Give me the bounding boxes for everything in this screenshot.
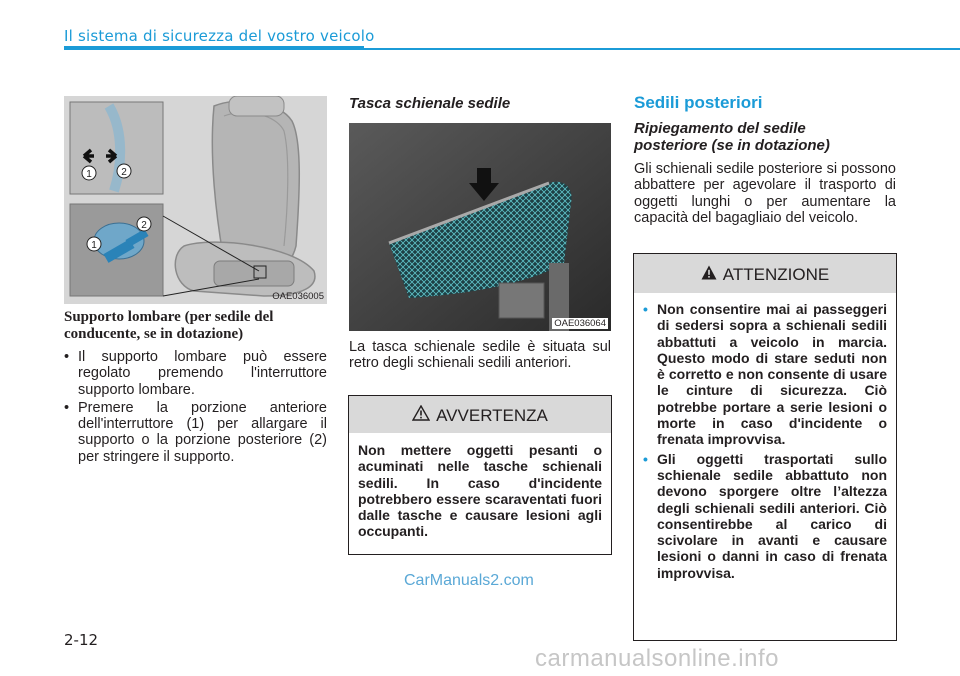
folding-paragraph: Gli schienali sedile posteriore si possono abbattere per agevolare il trasporto di oggetti lunghi o per aumentare la capacità del bagagliaio del veicolo. <box>634 161 896 226</box>
caution-box-header <box>634 254 896 293</box>
list-item: • Il supporto lombare può essere regolato premendo l'interruttore supporto lombare. <box>64 349 327 398</box>
warning-text: Non mettere oggetti pesanti o acuminati nelle tasche schienali sedili. In caso d'incidente potrebbero essere scaraventati fuori dalle tasche e causare lesioni agli occupanti. <box>358 442 602 540</box>
header-rule <box>64 48 960 50</box>
warning-title: AVVERTENZA <box>436 406 548 426</box>
lumbar-figure <box>64 96 327 304</box>
warning-triangle-icon <box>701 255 717 294</box>
header-title: Il sistema di sicurezza del vostro veicolo <box>64 27 375 45</box>
seat-pocket-figure <box>349 123 611 331</box>
footer-watermark: carmanualsonline.info <box>535 645 779 672</box>
svg-text:1: 1 <box>91 240 97 251</box>
seat-pocket-heading: Tasca schienale sedile <box>349 95 511 112</box>
caution-title: ATTENZIONE <box>722 265 830 285</box>
page-number: 2-12 <box>64 631 99 649</box>
lumbar-heading: Supporto lombare (per sedile del conducente, se in dotazione) <box>64 309 274 342</box>
seat-pocket-illustration <box>349 123 611 331</box>
list-item: • Gli oggetti trasportati sullo schienale sedile abbattuto non devono sporgere oltre l’altezza degli schienali sedili anteriori. Ciò consentirebbe al carico di scivolare in avanti e causare lesioni o danni in caso di frenata improvvisa. <box>643 451 887 581</box>
list-item: • Premere la porzione anteriore dell'interruttore (1) per allargare il supporto o la porzione posteriore (2) per stringere il supporto. <box>64 400 327 465</box>
figure-code-pocket: OAE036064 <box>554 318 606 329</box>
warning-box <box>348 395 612 555</box>
warning-box-header <box>349 396 611 433</box>
watermark: CarManuals2.com <box>404 572 534 589</box>
figure-code-lumbar: OAE036005 <box>272 291 324 302</box>
lumbar-bullets <box>64 349 327 467</box>
folding-subheading: Ripiegamento del sedile posteriore (se in dotazione) <box>634 120 830 154</box>
caution-box <box>633 253 897 641</box>
seat-pocket-paragraph: La tasca schienale sedile è situata sul retro degli schienali sedili anteriori. <box>349 339 611 372</box>
svg-text:2: 2 <box>121 167 127 178</box>
svg-text:1: 1 <box>86 169 92 180</box>
svg-text:2: 2 <box>141 220 147 231</box>
warning-triangle-icon <box>412 397 430 434</box>
list-item: • Non consentire mai ai passeggeri di sedersi sopra a schienali sedili abbattuti a veicolo in marcia. Questo modo di stare seduti non è corretto e non consente di usare le cinture di sicurezza. Ciò potrebbe portare a serie lesioni o morte in caso d'incidente o frenata improvvisa. <box>643 301 887 448</box>
seat-illustration <box>64 96 327 304</box>
rear-seats-heading: Sedili posteriori <box>634 93 763 112</box>
